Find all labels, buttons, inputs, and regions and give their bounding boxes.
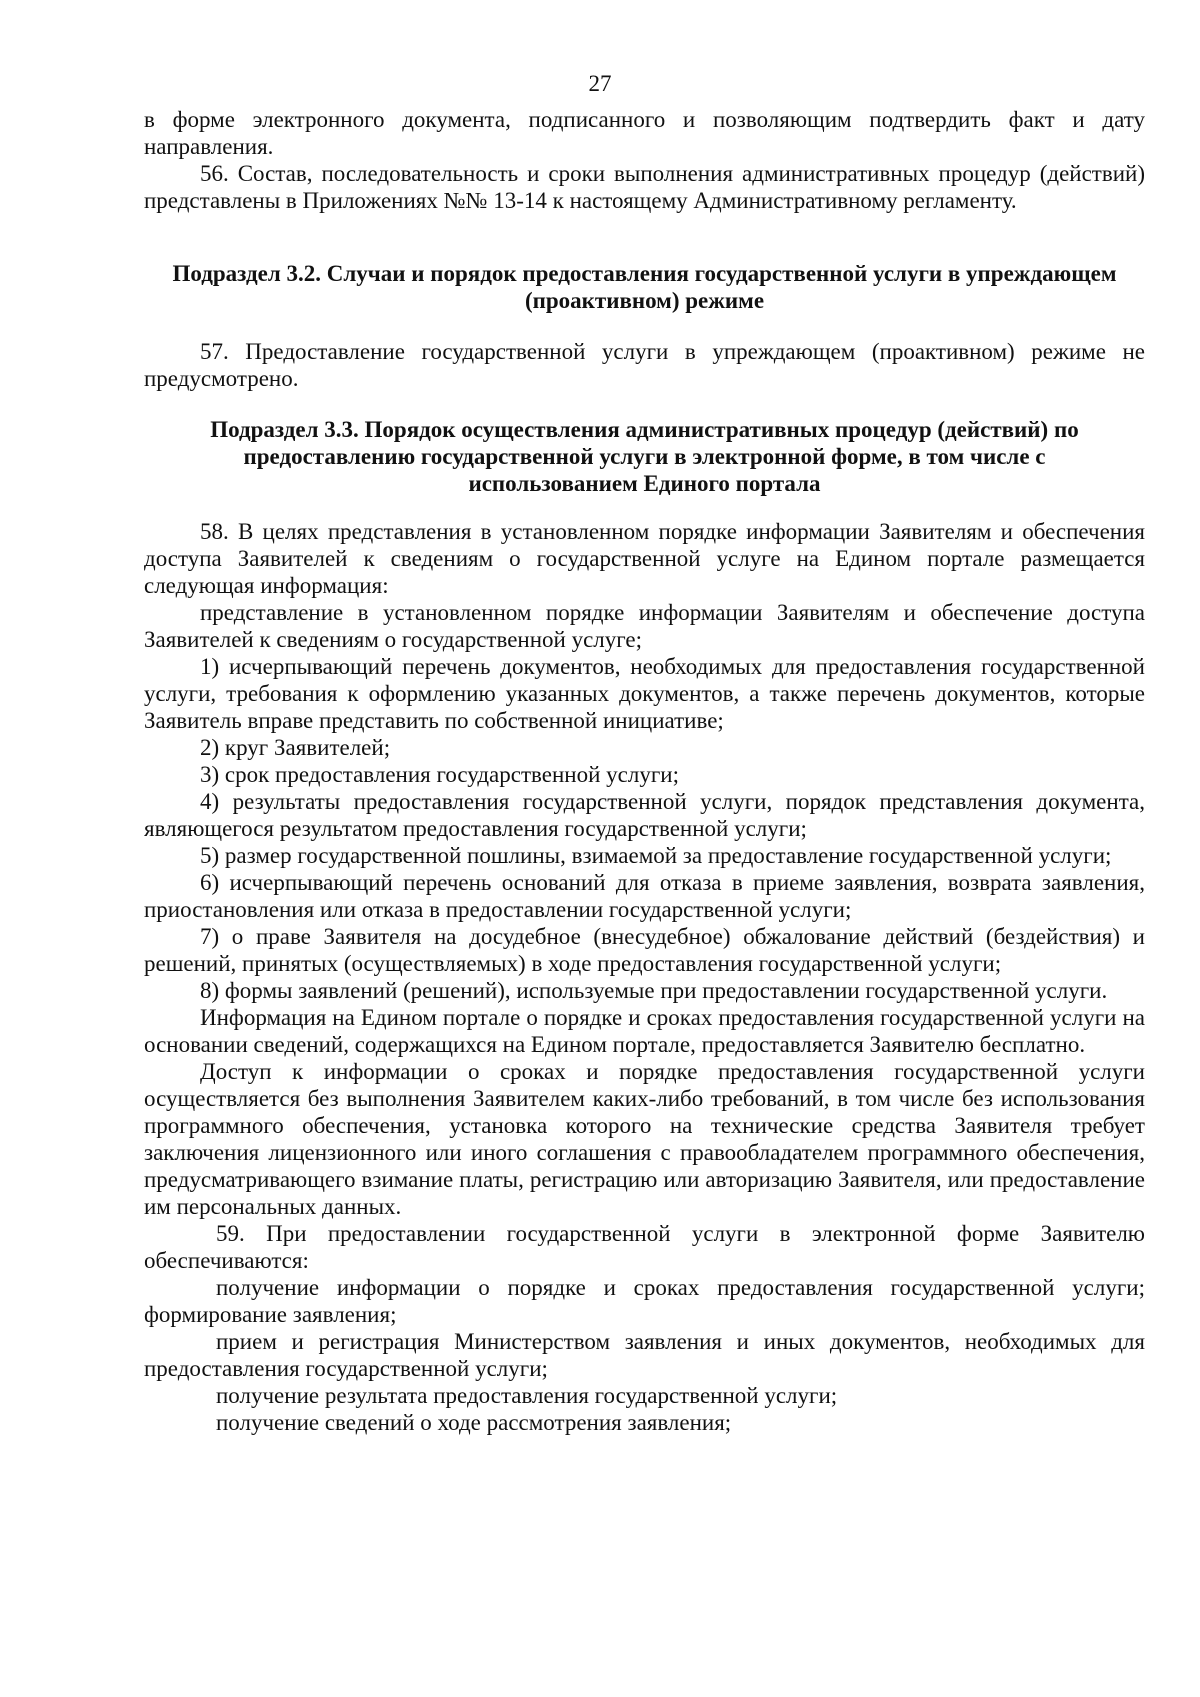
list-item-7: 7) о праве Заявителя на досудебное (внесудебное) обжалование действий (бездействия) и решений, принятых (осуществляемых) в ходе предоставления государственной услуги; bbox=[144, 924, 1145, 976]
paragraph-58: 58. В целях представления в установленном порядке информации Заявителям и обеспечения доступа Заявителей к сведениям о государственной услуге на Едином портале размещается следующая информация: bbox=[144, 519, 1145, 598]
intro-paragraphs bbox=[144, 106, 1145, 214]
section-58-59 bbox=[144, 518, 1145, 1436]
heading-subsection-3-2 bbox=[144, 260, 1145, 314]
list-item-1: 1) исчерпывающий перечень документов, необходимых для предоставления государственной услуги, требования к оформлению указанных документов, а также перечень документов, которые Заявитель вправе представить по собственной инициативе; bbox=[144, 654, 1145, 733]
list-item-5: 5) размер государственной пошлины, взимаемой за предоставление государственной услуги; bbox=[200, 843, 1112, 868]
list-item-6: 6) исчерпывающий перечень оснований для отказа в приеме заявления, возврата заявления, приостановления или отказа в предоставлении государственной услуги; bbox=[144, 870, 1145, 922]
paragraph-59: 59. При предоставлении государственной услуги в электронной форме Заявителю обеспечиваются: bbox=[144, 1221, 1145, 1273]
heading-subsection-3-3 bbox=[144, 416, 1145, 497]
paragraph-access: Доступ к информации о сроках и порядке предоставления государственной услуги осуществляется без выполнения Заявителем каких-либо требований, в том числе без использования программного обеспечения, установка которого на технические средства Заявителя требует заключения лицензионного или иного соглашения с правообладателем программного обеспечения, предусматривающего взимание платы, регистрацию или авторизацию Заявителя, или предоставление им персональных данных. bbox=[144, 1059, 1145, 1219]
provision-item-2: прием и регистрация Министерством заявления и иных документов, необходимых для предоставления государственной услуги; bbox=[144, 1329, 1145, 1381]
page-number: 27 bbox=[588, 71, 612, 96]
paragraph-portal-info: Информация на Едином портале о порядке и сроках предоставления государственной услуги на основании сведений, содержащихся на Едином портале, предоставляется Заявителю бесплатно. bbox=[144, 1005, 1145, 1057]
provision-item-1: получение информации о порядке и сроках предоставления государственной услуги; формирование заявления; bbox=[144, 1275, 1145, 1327]
list-item-2: 2) круг Заявителей; bbox=[200, 735, 391, 760]
subsection-3-2-title: Подраздел 3.2. Случаи и порядок предоставления государственной услуги в упреждающем (проактивном) режиме bbox=[172, 261, 1117, 313]
paragraph-continuation: в форме электронного документа, подписанного и позволяющим подтвердить факт и дату направления. bbox=[144, 107, 1145, 159]
list-item-3: 3) срок предоставления государственной услуги; bbox=[200, 762, 679, 787]
paragraph-57: 57. Предоставление государственной услуги в упреждающем (проактивном) режиме не предусмотрено. bbox=[144, 339, 1145, 391]
list-item-8: 8) формы заявлений (решений), используемые при предоставлении государственной услуги. bbox=[200, 978, 1108, 1003]
paragraph-58-info-access: представление в установленном порядке информации Заявителям и обеспечение доступа Заявителей к сведениям о государственной услуге; bbox=[144, 600, 1145, 652]
subsection-3-3-title: Подраздел 3.3. Порядок осуществления административных процедур (действий) по предоставлению государственной услуги в электронной форме, в том числе с использованием Единого портала bbox=[210, 417, 1079, 496]
list-item-4: 4) результаты предоставления государственной услуги, порядок представления документа, являющегося результатом предоставления государственной услуги; bbox=[144, 789, 1145, 841]
provision-item-3: получение результата предоставления государственной услуги; bbox=[216, 1383, 838, 1408]
paragraph-56: 56. Состав, последовательность и сроки выполнения административных процедур (действий) представлены в Приложениях №№ 13-14 к настоящему Административному регламенту. bbox=[144, 161, 1145, 213]
section-57 bbox=[144, 338, 1145, 392]
provision-item-4: получение сведений о ходе рассмотрения заявления; bbox=[216, 1410, 732, 1435]
